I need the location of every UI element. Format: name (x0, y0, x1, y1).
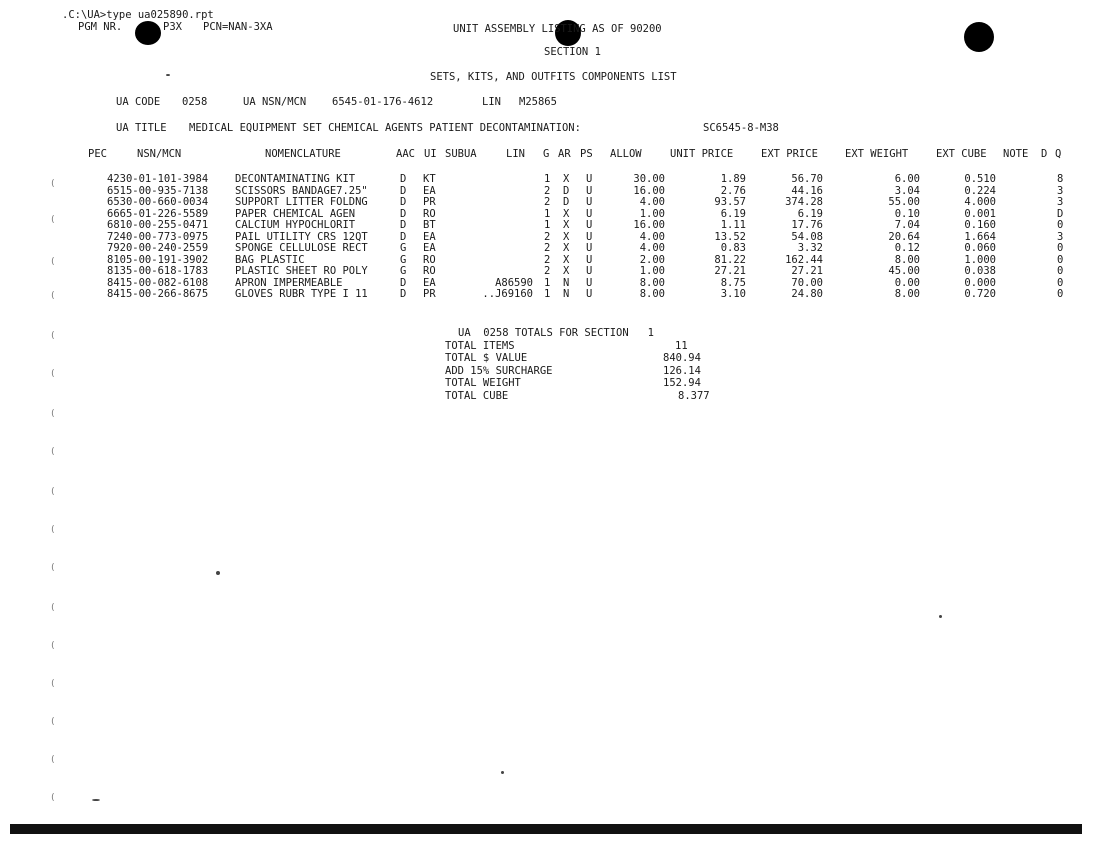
row-nsn: 6665-01-226-5589 (107, 207, 209, 220)
row-nsn: 4230-01-101-3984 (107, 173, 209, 185)
row-allow: 16.00 (633, 219, 665, 231)
row-ext-cube: 1.000 (964, 253, 996, 266)
lin-label: LIN (482, 96, 501, 108)
row-ar: X (563, 207, 570, 220)
surcharge-label: ADD 15% SURCHARGE (445, 365, 553, 377)
ua-title-value: MEDICAL EQUIPMENT SET CHEMICAL AGENTS PATIENT DECONTAMINATION: (189, 122, 581, 134)
scan-edge-bar (10, 824, 1082, 834)
total-weight-value: 152.94 (663, 377, 701, 389)
table-row (0, 242, 1094, 254)
col-ps: PS (580, 148, 593, 160)
col-ar: AR (558, 148, 571, 160)
col-nomenclature: NOMENCLATURE (265, 148, 341, 160)
row-ext-weight: 55.00 (888, 196, 920, 208)
ua-nsn-label: UA NSN/MCN (243, 96, 307, 108)
row-ar: D (563, 184, 570, 197)
scan-speck (166, 74, 170, 76)
row-allow: 2.00 (639, 253, 665, 266)
row-ext-weight: 45.00 (888, 265, 920, 277)
row-ui: EA (423, 230, 436, 243)
total-value-label: TOTAL $ VALUE (445, 352, 528, 364)
row-ext-price: 44.16 (791, 184, 823, 197)
total-items-value: 11 (675, 340, 688, 352)
row-allow: 1.00 (639, 207, 665, 220)
row-allow: 16.00 (633, 184, 665, 197)
ua-title-label: UA TITLE (116, 122, 167, 134)
row-ps: U (586, 288, 593, 300)
row-ar: X (563, 242, 570, 254)
row-ext-price: 162.44 (785, 253, 823, 266)
col-q: Q (1055, 148, 1062, 160)
row-ext-weight: 6.00 (894, 173, 920, 185)
row-g: 1 (544, 207, 551, 220)
surcharge-value: 126.14 (663, 365, 701, 377)
row-ext-cube: 0.001 (964, 207, 996, 220)
row-ext-weight: 8.00 (894, 253, 920, 266)
row-nomenclature: SPONGE CELLULOSE RECT (235, 242, 368, 254)
row-unit-price: 93.57 (714, 196, 746, 208)
row-ext-cube: 0.000 (964, 276, 996, 289)
row-unit-price: 13.52 (714, 230, 746, 243)
margin-mark: ( (50, 215, 56, 225)
row-unit-price: 2.76 (720, 184, 746, 197)
col-nsn: NSN/MCN (137, 148, 182, 160)
row-ar: D (563, 196, 570, 208)
total-weight-label: TOTAL WEIGHT (445, 377, 521, 389)
row-q: 0 (1057, 288, 1064, 300)
col-ext-cube: EXT CUBE (936, 148, 987, 160)
row-nomenclature: PAIL UTILITY CRS 12QT (235, 230, 368, 243)
row-nomenclature: DECONTAMINATING KIT (235, 173, 356, 185)
col-note: NOTE (1003, 148, 1029, 160)
margin-mark: ( (50, 369, 56, 379)
row-g: 2 (544, 184, 551, 197)
row-q: D (1057, 207, 1064, 220)
row-ext-weight: 7.04 (894, 219, 920, 231)
row-nomenclature: APRON IMPERMEABLE (235, 276, 343, 289)
margin-mark: ( (50, 679, 56, 689)
row-aac: G (400, 253, 407, 266)
col-d: D (1041, 148, 1048, 160)
row-ext-cube: 0.224 (964, 184, 996, 197)
margin-mark: ( (50, 179, 56, 189)
row-ext-price: 374.28 (785, 196, 823, 208)
row-unit-price: 81.22 (714, 253, 746, 266)
row-nomenclature: GLOVES RUBR TYPE I 11 (235, 288, 368, 300)
row-g: 1 (544, 276, 551, 289)
row-g: 1 (544, 173, 551, 185)
row-nomenclature: CALCIUM HYPOCHLORIT (235, 219, 356, 231)
row-nsn: 8135-00-618-1783 (107, 265, 209, 277)
row-ui: RO (423, 253, 436, 266)
margin-mark: ( (50, 563, 56, 573)
margin-mark: ( (50, 487, 56, 497)
col-subua: SUBUA (445, 148, 477, 160)
row-ext-cube: 0.720 (964, 288, 996, 300)
row-q: 3 (1057, 184, 1064, 197)
scan-speck (501, 771, 504, 774)
row-aac: G (400, 242, 407, 254)
table-row (0, 173, 1094, 185)
row-unit-price: 1.89 (720, 173, 746, 185)
row-ar: X (563, 219, 570, 231)
col-pec: PEC (88, 148, 107, 160)
row-q: 0 (1057, 276, 1064, 289)
row-aac: D (400, 173, 407, 185)
row-ext-price: 56.70 (791, 173, 823, 185)
row-ps: U (586, 242, 593, 254)
margin-mark: ( (50, 793, 56, 803)
col-ext-price: EXT PRICE (761, 148, 818, 160)
scan-speck (92, 799, 100, 801)
total-cube-label: TOTAL CUBE (445, 390, 509, 402)
report-subtitle: SETS, KITS, AND OUTFITS COMPONENTS LIST (430, 71, 677, 83)
row-ext-price: 27.21 (791, 265, 823, 277)
row-ext-price: 54.08 (791, 230, 823, 243)
row-lin: ..J69160 (482, 288, 533, 300)
margin-mark: ( (50, 257, 56, 267)
row-aac: D (400, 276, 407, 289)
row-ar: X (563, 265, 570, 277)
row-ui: RO (423, 265, 436, 277)
col-aac: AAC (396, 148, 415, 160)
row-nomenclature: PLASTIC SHEET RO POLY (235, 265, 368, 277)
table-row (0, 277, 1094, 289)
row-nsn: 6810-00-255-0471 (107, 219, 209, 231)
row-allow: 8.00 (639, 288, 665, 300)
row-aac: D (400, 288, 407, 300)
row-ui: PR (423, 196, 436, 208)
row-allow: 30.00 (633, 173, 665, 185)
row-ui: PR (423, 288, 436, 300)
binder-hole (135, 21, 161, 45)
pgm-value: P3X (163, 21, 182, 33)
row-nsn: 7240-00-773-0975 (107, 230, 209, 243)
margin-mark: ( (50, 641, 56, 651)
row-allow: 8.00 (639, 276, 665, 289)
row-unit-price: 6.19 (720, 207, 746, 220)
row-ext-cube: 1.664 (964, 230, 996, 243)
row-ps: U (586, 173, 593, 185)
row-g: 2 (544, 242, 551, 254)
margin-mark: ( (50, 525, 56, 535)
row-ar: N (563, 288, 570, 300)
column-header-row (0, 148, 1094, 160)
table-row (0, 288, 1094, 300)
row-aac: D (400, 184, 407, 197)
row-ext-cube: 0.160 (964, 219, 996, 231)
col-ext-weight: EXT WEIGHT (845, 148, 909, 160)
scan-speck (939, 615, 942, 618)
section-label: SECTION 1 (544, 46, 601, 58)
col-allow: ALLOW (610, 148, 642, 160)
table-row (0, 265, 1094, 277)
row-ext-price: 6.19 (797, 207, 823, 220)
row-unit-price: 27.21 (714, 265, 746, 277)
row-q: 0 (1057, 219, 1064, 231)
row-ext-price: 70.00 (791, 276, 823, 289)
row-aac: D (400, 207, 407, 220)
row-nomenclature: BAG PLASTIC (235, 253, 305, 266)
row-nsn: 8415-00-266-8675 (107, 288, 209, 300)
row-allow: 1.00 (639, 265, 665, 277)
margin-mark: ( (50, 331, 56, 341)
row-ar: X (563, 173, 570, 185)
row-nsn: 8415-00-082-6108 (107, 276, 209, 289)
row-ui: EA (423, 242, 436, 254)
row-nsn: 7920-00-240-2559 (107, 242, 209, 254)
row-nomenclature: SCISSORS BANDAGE7.25" (235, 184, 368, 197)
row-ar: X (563, 253, 570, 266)
row-g: 2 (544, 265, 551, 277)
total-value-value: 840.94 (663, 352, 701, 364)
row-g: 1 (544, 288, 551, 300)
row-nsn: 8105-00-191-3902 (107, 253, 209, 266)
row-ps: U (586, 265, 593, 277)
row-nomenclature: SUPPORT LITTER FOLDNG (235, 196, 368, 208)
col-lin: LIN (506, 148, 525, 160)
row-ar: X (563, 230, 570, 243)
row-aac: G (400, 265, 407, 277)
report-title: UNIT ASSEMBLY LISTING AS OF 90200 (453, 23, 662, 35)
row-ext-weight: 0.00 (894, 276, 920, 289)
row-ext-weight: 0.10 (894, 207, 920, 220)
row-ext-price: 3.32 (797, 242, 823, 254)
row-q: 0 (1057, 242, 1064, 254)
row-g: 2 (544, 230, 551, 243)
col-unit-price: UNIT PRICE (670, 148, 734, 160)
row-nomenclature: PAPER CHEMICAL AGEN (235, 207, 356, 220)
row-ps: U (586, 276, 593, 289)
sc-number: SC6545-8-M38 (703, 122, 779, 134)
binder-hole (964, 22, 994, 52)
total-items-label: TOTAL ITEMS (445, 340, 515, 352)
table-row (0, 185, 1094, 197)
pcn-code: PCN=NAN-3XA (203, 21, 273, 33)
table-row (0, 196, 1094, 208)
ua-nsn-value: 6545-01-176-4612 (332, 96, 434, 108)
row-allow: 4.00 (639, 242, 665, 254)
row-ext-weight: 0.12 (894, 242, 920, 254)
margin-mark: ( (50, 603, 56, 613)
row-ext-cube: 0.510 (964, 173, 996, 185)
row-ar: N (563, 276, 570, 289)
row-ext-weight: 20.64 (888, 230, 920, 243)
row-q: 0 (1057, 253, 1064, 266)
row-g: 2 (544, 196, 551, 208)
ua-code-value: 0258 (182, 96, 208, 108)
row-ui: EA (423, 276, 436, 289)
margin-mark: ( (50, 409, 56, 419)
command-line: .C:\UA>type ua025890.rpt (62, 9, 214, 21)
row-unit-price: 1.11 (720, 219, 746, 231)
pgm-label: PGM NR. (78, 21, 123, 33)
row-ps: U (586, 253, 593, 266)
table-row (0, 254, 1094, 266)
row-nsn: 6530-00-660-0034 (107, 196, 209, 208)
row-ps: U (586, 184, 593, 197)
row-ext-cube: 0.038 (964, 265, 996, 277)
row-ext-weight: 3.04 (894, 184, 920, 197)
row-ui: BT (423, 219, 436, 231)
table-row (0, 219, 1094, 231)
row-aac: D (400, 196, 407, 208)
ua-code-label: UA CODE (116, 96, 161, 108)
col-ui: UI (424, 148, 437, 160)
table-row (0, 208, 1094, 220)
col-g: G (543, 148, 550, 160)
row-unit-price: 3.10 (720, 288, 746, 300)
row-g: 2 (544, 253, 551, 266)
row-allow: 4.00 (639, 196, 665, 208)
row-ps: U (586, 230, 593, 243)
row-g: 1 (544, 219, 551, 231)
totals-heading: UA 0258 TOTALS FOR SECTION 1 (458, 327, 654, 339)
scan-speck (216, 571, 220, 575)
row-ps: U (586, 207, 593, 220)
row-allow: 4.00 (639, 230, 665, 243)
margin-mark: ( (50, 717, 56, 727)
row-ext-price: 17.76 (791, 219, 823, 231)
row-q: 8 (1057, 173, 1064, 185)
row-ui: KT (423, 173, 436, 185)
row-lin: A86590 (495, 276, 533, 289)
row-aac: D (400, 219, 407, 231)
total-cube-value: 8.377 (678, 390, 710, 402)
lin-value: M25865 (519, 96, 557, 108)
row-aac: D (400, 230, 407, 243)
row-ext-price: 24.80 (791, 288, 823, 300)
table-row (0, 231, 1094, 243)
row-ext-cube: 4.000 (964, 196, 996, 208)
row-unit-price: 8.75 (720, 276, 746, 289)
row-ext-cube: 0.060 (964, 242, 996, 254)
row-q: 3 (1057, 230, 1064, 243)
row-ui: RO (423, 207, 436, 220)
row-ps: U (586, 196, 593, 208)
margin-mark: ( (50, 291, 56, 301)
row-ui: EA (423, 184, 436, 197)
row-ext-weight: 8.00 (894, 288, 920, 300)
row-ps: U (586, 219, 593, 231)
row-nsn: 6515-00-935-7138 (107, 184, 209, 197)
row-q: 3 (1057, 196, 1064, 208)
row-q: 0 (1057, 265, 1064, 277)
margin-mark: ( (50, 447, 56, 457)
margin-mark: ( (50, 755, 56, 765)
row-unit-price: 0.83 (720, 242, 746, 254)
